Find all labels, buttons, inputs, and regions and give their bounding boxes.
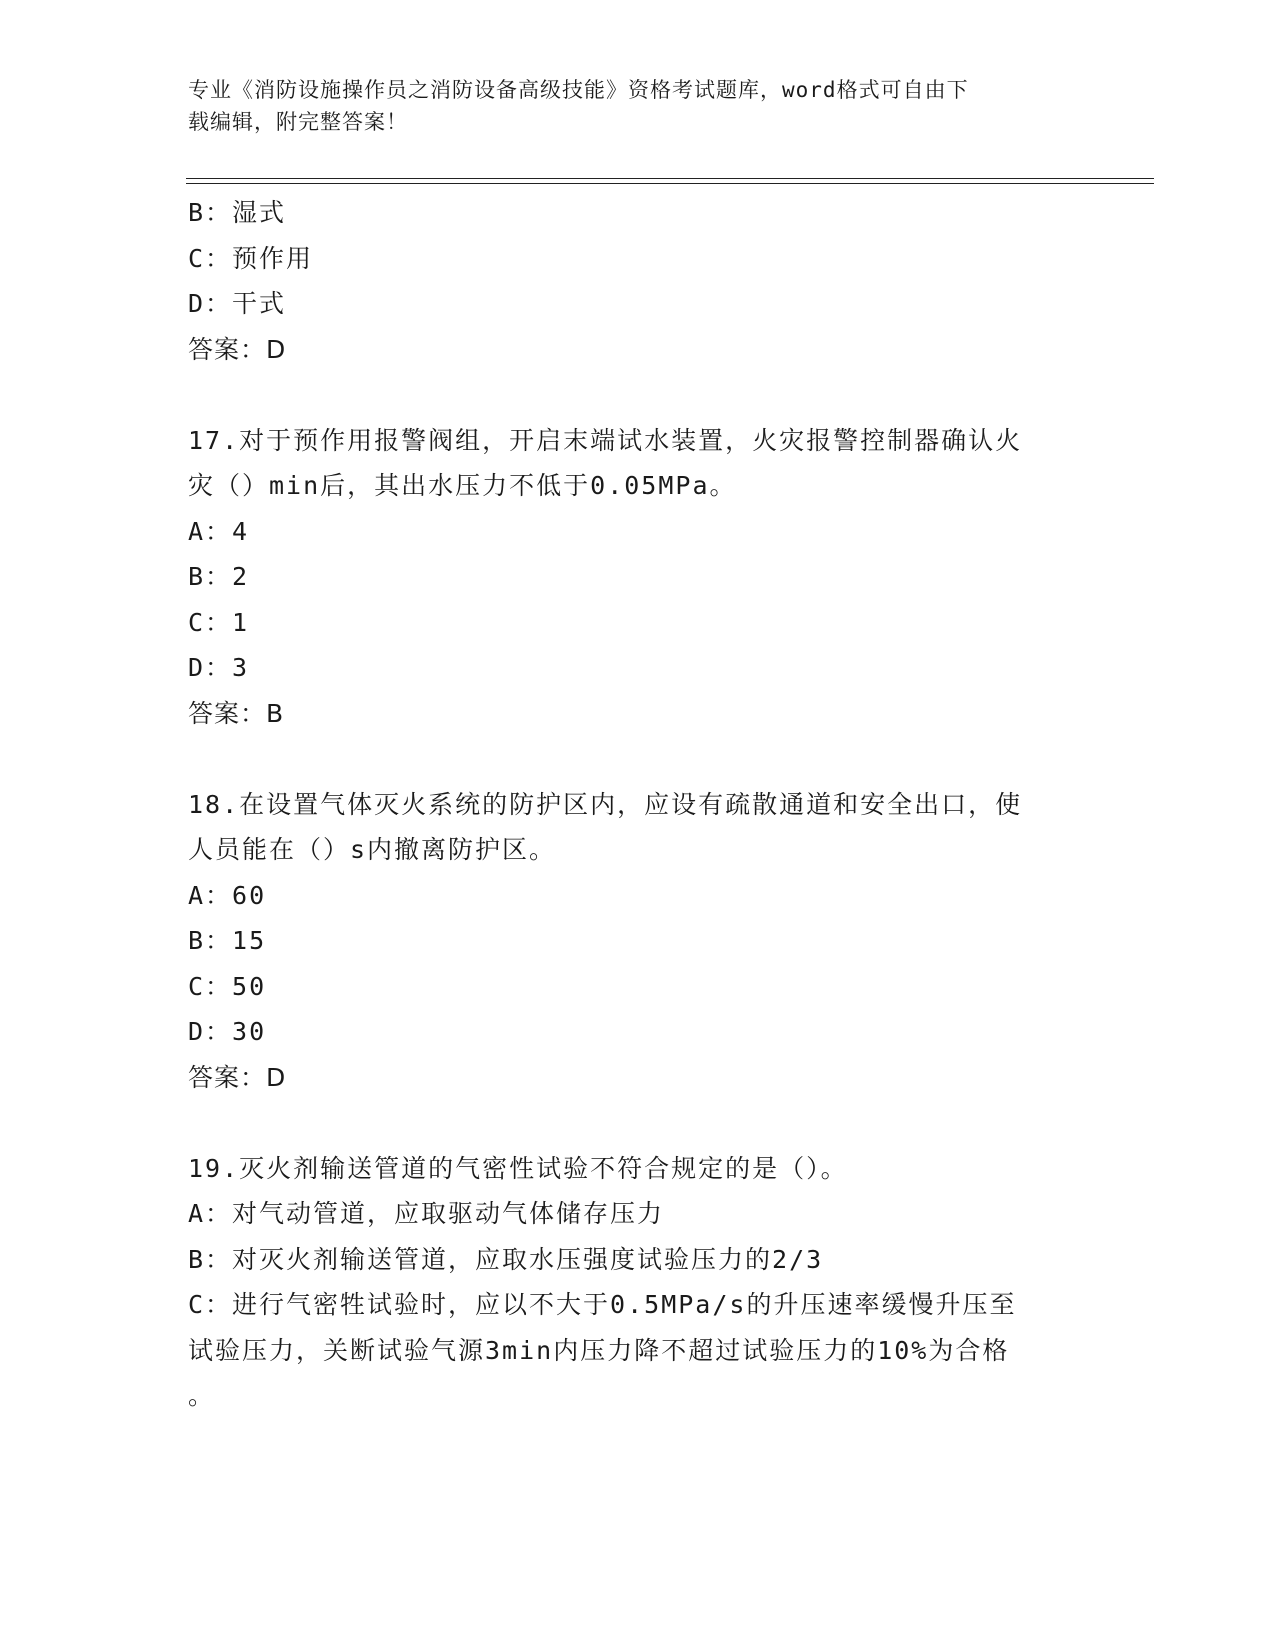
option-d: D：干式 <box>188 289 287 318</box>
question-18 <box>188 782 1088 1101</box>
header-line-2: 载编辑，附完整答案！ <box>188 110 408 134</box>
option-d: D：3 <box>188 653 250 682</box>
answer: 答案：D <box>188 1062 287 1092</box>
option-b: B：15 <box>188 926 267 955</box>
question-stem-line-2: 灾（）min后，其出水压力不低于0.05MPa。 <box>188 471 737 500</box>
spacer <box>188 372 1088 418</box>
question-19 <box>188 1146 1088 1419</box>
answer: 答案：B <box>188 698 285 728</box>
question-list <box>188 190 1088 1419</box>
option-b: B：湿式 <box>188 198 287 227</box>
header-line-1: 专业《消防设施操作员之消防设备高级技能》资格考试题库，word格式可自由下 <box>188 78 969 102</box>
option-b: B：2 <box>188 562 250 591</box>
option-a: A：60 <box>188 880 267 910</box>
question-stem-line-1: 19.灭火剂输送管道的气密性试验不符合规定的是（）。 <box>188 1153 848 1183</box>
question-17 <box>188 418 1088 737</box>
option-c: C：预作用 <box>188 243 314 273</box>
document-header <box>188 74 1068 138</box>
header-divider-top <box>186 178 1154 179</box>
option-a: A：4 <box>188 516 250 546</box>
option-c-line-3: 。 <box>188 1381 216 1410</box>
header-divider-bottom <box>186 183 1154 184</box>
option-b: B：对灭火剂输送管道，应取水压强度试验压力的2/3 <box>188 1244 824 1274</box>
spacer <box>188 1100 1088 1146</box>
option-d: D：30 <box>188 1017 267 1046</box>
question-stem-line-2: 人员能在（）s内撤离防护区。 <box>188 835 557 864</box>
option-c: C：1 <box>188 607 250 637</box>
question-16 <box>188 190 1088 372</box>
question-stem-line-1: 17.对于预作用报警阀组，开启末端试水装置，火灾报警控制器确认火 <box>188 425 1023 455</box>
option-c-line-1: C：进行气密牲试验时，应以不大于0.5MPa/s的升压速率缓慢升压至 <box>188 1290 1017 1319</box>
question-stem-line-1: 18.在设置气体灭火系统的防护区内，应设有疏散通道和安全出口，使 <box>188 789 1023 819</box>
option-c: C：50 <box>188 971 267 1001</box>
option-c-line-2: 试验压力，关断试验气源3min内压力降不超过试验压力的10%为合格 <box>188 1335 1010 1365</box>
answer: 答案：D <box>188 334 287 364</box>
spacer <box>188 736 1088 782</box>
option-a: A：对气动管道，应取驱动气体储存压力 <box>188 1199 665 1228</box>
